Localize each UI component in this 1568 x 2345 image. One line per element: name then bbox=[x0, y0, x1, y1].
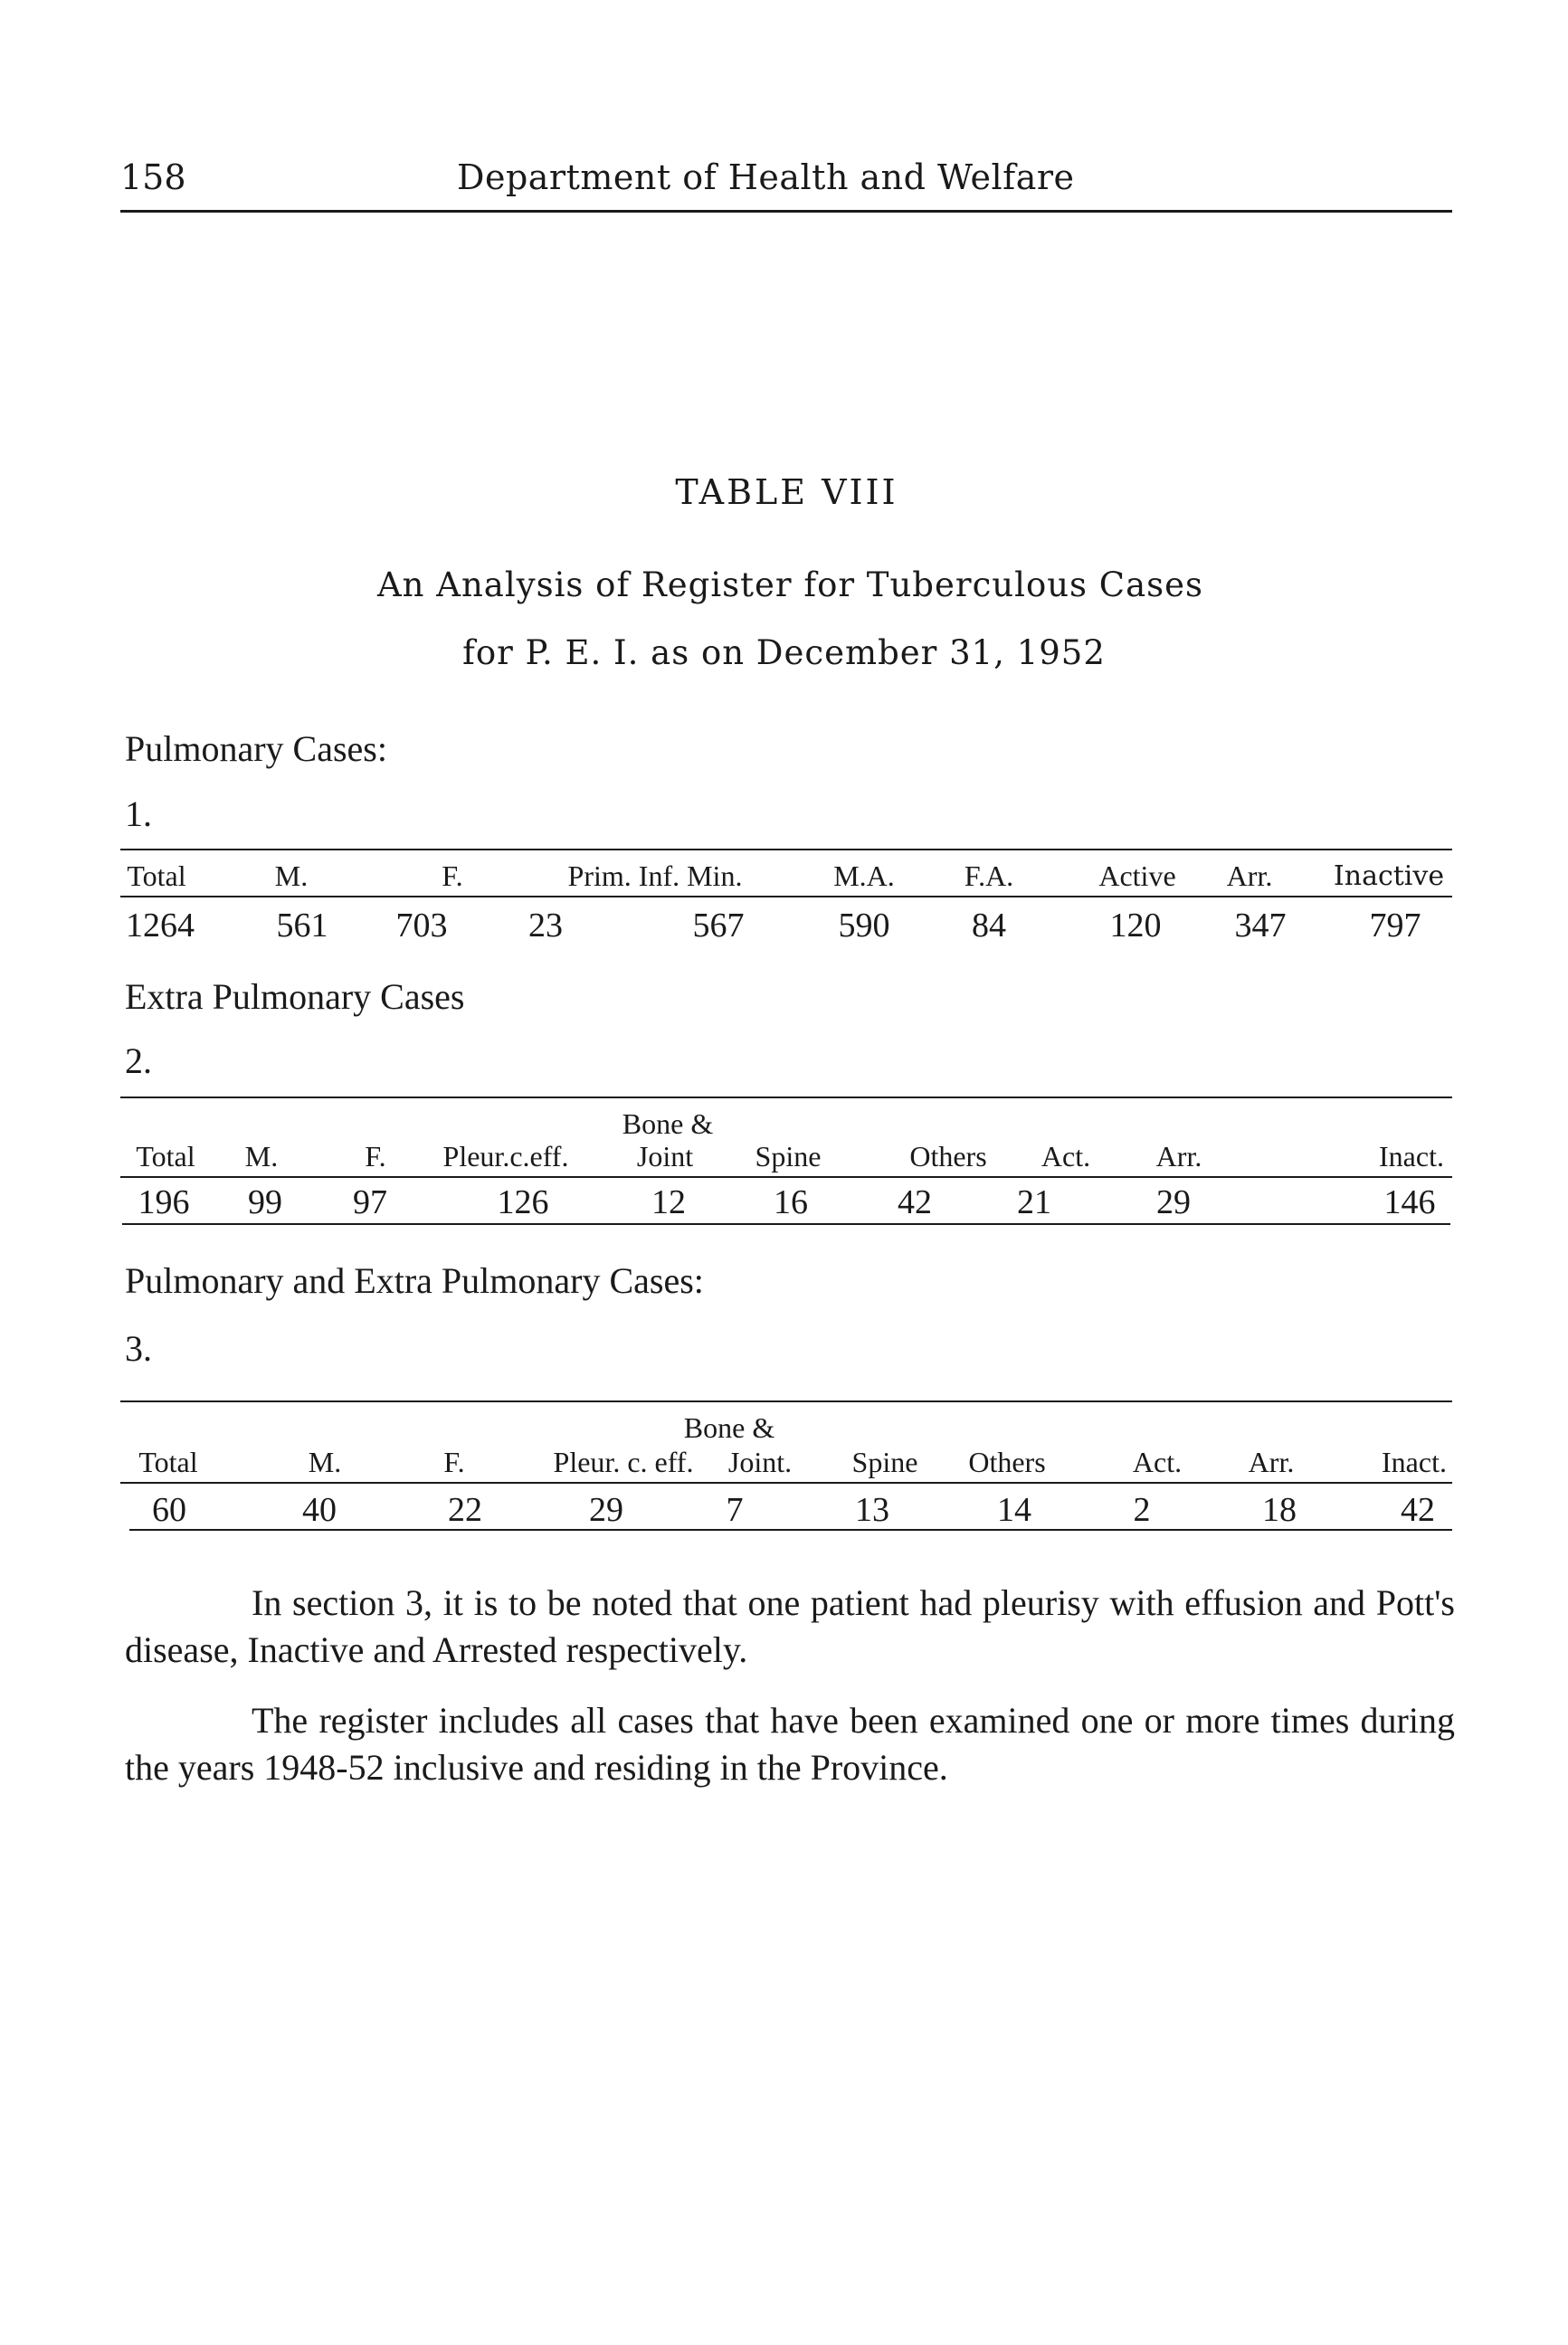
section-2-heading: Extra Pulmonary Cases bbox=[125, 976, 465, 1017]
value-joint: 7 bbox=[726, 1491, 744, 1529]
col-header-inact: Inact. bbox=[1379, 1140, 1444, 1172]
value-total: 1264 bbox=[126, 907, 195, 945]
value-spine: 13 bbox=[855, 1491, 889, 1529]
value-inact: 42 bbox=[1401, 1491, 1435, 1529]
table-section-1 bbox=[120, 841, 1452, 959]
col-header-ma: M.A. bbox=[833, 859, 895, 892]
col-header-arr: Arr. bbox=[1155, 1140, 1202, 1172]
table-rule-mid bbox=[120, 1482, 1452, 1484]
col-header-spine: Spine bbox=[851, 1446, 918, 1478]
value-female: 22 bbox=[448, 1491, 482, 1529]
col-header-total: Total bbox=[136, 1140, 195, 1172]
col-header-female: F. bbox=[442, 859, 463, 892]
value-total: 60 bbox=[152, 1491, 186, 1529]
col-header-act: Act. bbox=[1041, 1140, 1091, 1172]
table-rule-top bbox=[120, 1097, 1452, 1098]
table-rule-bottom bbox=[122, 1223, 1450, 1225]
value-act: 21 bbox=[1017, 1183, 1051, 1221]
col-header-pleur-c-eff: Pleur. c. eff. bbox=[553, 1446, 694, 1478]
table-section-2 bbox=[120, 1086, 1452, 1239]
value-inf-min: 567 bbox=[692, 907, 745, 945]
col-header-act: Act. bbox=[1132, 1446, 1183, 1478]
col-header-active: Active bbox=[1098, 859, 1176, 892]
value-arr: 347 bbox=[1234, 907, 1287, 945]
value-fa: 84 bbox=[972, 907, 1006, 945]
section-1-heading: Pulmonary Cases: bbox=[125, 728, 387, 769]
value-arr: 29 bbox=[1156, 1183, 1191, 1221]
value-prim: 23 bbox=[528, 907, 563, 945]
col-header-pleur-c-eff: Pleur.c.eff. bbox=[442, 1140, 569, 1172]
col-header-inact: Inact. bbox=[1382, 1446, 1447, 1478]
col-header-prim-inf-min: Prim. Inf. Min. bbox=[567, 859, 743, 892]
note-paragraph-2: The register includes all cases that have been examined one or more times during the years 1948-52 inclusive and residing in the Province. bbox=[125, 1700, 1455, 1788]
col-header-arr: Arr. bbox=[1248, 1446, 1295, 1478]
value-total: 196 bbox=[138, 1183, 190, 1221]
value-act: 2 bbox=[1133, 1491, 1151, 1529]
col-header-inactive: Inactive bbox=[1333, 860, 1445, 892]
value-pleur-c-eff: 29 bbox=[589, 1491, 623, 1529]
value-joint: 12 bbox=[651, 1183, 686, 1221]
value-female: 703 bbox=[395, 907, 448, 945]
table-rule-mid bbox=[120, 896, 1452, 897]
col-header-male: M. bbox=[244, 1140, 279, 1172]
col-header-female: F. bbox=[443, 1446, 465, 1478]
note-paragraph-1: In section 3, it is to be noted that one patient had pleurisy with effusion and Pott's disease, Inactive and Arrested respectively. bbox=[125, 1582, 1455, 1670]
value-inactive: 797 bbox=[1369, 907, 1421, 945]
value-female: 97 bbox=[353, 1183, 387, 1221]
col-header-spine: Spine bbox=[755, 1140, 822, 1172]
table-rule-bottom bbox=[129, 1529, 1452, 1531]
col-header-female: F. bbox=[365, 1140, 386, 1172]
col-header-arr: Arr. bbox=[1226, 859, 1273, 892]
col-header-joint: Joint bbox=[636, 1140, 694, 1172]
value-pleur-c-eff: 126 bbox=[497, 1183, 549, 1221]
section-1-number: 1. bbox=[125, 793, 152, 834]
col-header-total: Total bbox=[138, 1446, 198, 1478]
table-section-3 bbox=[120, 1393, 1452, 1547]
value-arr: 18 bbox=[1262, 1491, 1297, 1529]
col-header-male: M. bbox=[308, 1446, 342, 1478]
value-male: 40 bbox=[302, 1491, 337, 1529]
section-3-heading: Pulmonary and Extra Pulmonary Cases: bbox=[125, 1260, 704, 1301]
col-header-others: Others bbox=[968, 1446, 1046, 1478]
header-title: Department of Health and Welfare bbox=[457, 157, 1075, 197]
value-active: 120 bbox=[1109, 907, 1162, 945]
col-header-total: Total bbox=[127, 859, 186, 892]
table-rule-top bbox=[120, 1400, 1452, 1402]
value-others: 14 bbox=[997, 1491, 1031, 1529]
page-number: 158 bbox=[120, 157, 186, 197]
running-header bbox=[120, 152, 1452, 203]
subtitle-line-1: An Analysis of Register for Tuberculous Cases bbox=[376, 565, 1204, 604]
section-3-number: 3. bbox=[125, 1328, 152, 1369]
col-header-bone-label: Bone & bbox=[683, 1411, 775, 1444]
value-inact: 146 bbox=[1383, 1183, 1436, 1221]
value-ma: 590 bbox=[838, 907, 890, 945]
subtitle-line-2: for P. E. I. as on December 31, 1952 bbox=[462, 633, 1106, 672]
col-header-others: Others bbox=[909, 1140, 987, 1172]
table-rule-mid bbox=[120, 1176, 1452, 1178]
section-2-number: 2. bbox=[125, 1040, 152, 1081]
value-others: 42 bbox=[898, 1183, 932, 1221]
value-male: 99 bbox=[248, 1183, 282, 1221]
col-header-male: M. bbox=[274, 859, 309, 892]
table-rule-top bbox=[120, 849, 1452, 850]
col-header-fa: F.A. bbox=[964, 859, 1014, 892]
value-male: 561 bbox=[276, 907, 328, 945]
value-spine: 16 bbox=[774, 1183, 808, 1221]
col-header-joint: Joint. bbox=[727, 1446, 793, 1478]
table-title: TABLE VIII bbox=[675, 472, 898, 512]
header-rule bbox=[120, 210, 1452, 213]
col-header-bone-label: Bone & bbox=[622, 1107, 714, 1140]
